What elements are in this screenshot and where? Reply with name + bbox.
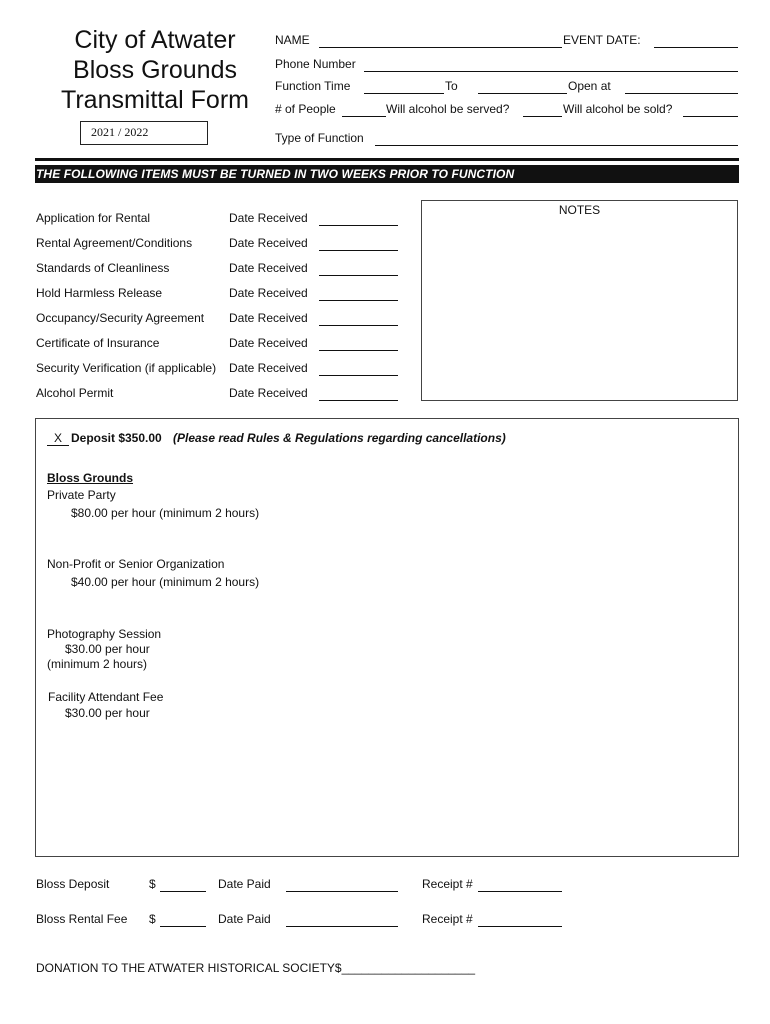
payment-row-label: Bloss Deposit xyxy=(36,877,110,891)
date-received-field[interactable] xyxy=(319,286,398,301)
checklist-item: Rental Agreement/Conditions xyxy=(36,236,193,250)
bloss-deposit-receipt-field[interactable] xyxy=(478,877,562,892)
checklist-item: Standards of Cleanliness xyxy=(36,261,170,275)
people-label: # of People xyxy=(275,102,336,116)
to-label: To xyxy=(445,79,458,93)
date-received-field[interactable] xyxy=(319,236,398,251)
date-received-field[interactable] xyxy=(319,336,398,351)
date-received-label: Date Received xyxy=(229,361,308,375)
photo-session-minimum: (minimum 2 hours) xyxy=(47,657,148,671)
pricing-heading: Bloss Grounds xyxy=(47,471,134,485)
event-date-field[interactable] xyxy=(654,33,738,48)
deposit-checkmark[interactable]: X xyxy=(47,431,69,446)
deposit-note: (Please read Rules & Regulations regarding cancellations) xyxy=(173,431,506,445)
photo-session-rate: $30.00 per hour xyxy=(65,642,150,656)
alcohol-served-label: Will alcohol be served? xyxy=(386,102,510,116)
date-paid-label: Date Paid xyxy=(218,877,271,891)
bloss-rental-fee-receipt-field[interactable] xyxy=(478,912,562,927)
bloss-rental-fee-date-field[interactable] xyxy=(286,912,398,927)
alcohol-sold-field[interactable] xyxy=(683,102,738,117)
date-received-field[interactable] xyxy=(319,311,398,326)
notes-box[interactable] xyxy=(421,200,738,401)
open-at-label: Open at xyxy=(568,79,611,93)
date-received-field[interactable] xyxy=(319,261,398,276)
date-received-label: Date Received xyxy=(229,236,308,250)
notes-title: NOTES xyxy=(558,203,601,217)
date-received-field[interactable] xyxy=(319,386,398,401)
payment-row-label: Bloss Rental Fee xyxy=(36,912,128,926)
checklist-item: Hold Harmless Release xyxy=(36,286,163,300)
phone-field[interactable] xyxy=(364,57,738,72)
private-party-label: Private Party xyxy=(47,488,116,502)
event-date-label: EVENT DATE: xyxy=(563,33,641,47)
donation-line[interactable]: DONATION TO THE ATWATER HISTORICAL SOCIETY$____________________ xyxy=(36,961,476,975)
bloss-deposit-amount-field[interactable] xyxy=(160,877,206,892)
deposit-label: Deposit $350.00 xyxy=(71,431,162,445)
bloss-rental-fee-amount-field[interactable] xyxy=(160,912,206,927)
date-received-label: Date Received xyxy=(229,261,308,275)
date-received-label: Date Received xyxy=(229,311,308,325)
alcohol-sold-label: Will alcohol be sold? xyxy=(563,102,673,116)
date-received-label: Date Received xyxy=(229,211,308,225)
name-label: NAME xyxy=(275,33,310,47)
type-of-function-label: Type of Function xyxy=(275,131,364,145)
function-time-end-field[interactable] xyxy=(478,79,567,94)
type-of-function-field[interactable] xyxy=(375,131,738,146)
function-time-label: Function Time xyxy=(275,79,351,93)
checklist-item: Occupancy/Security Agreement xyxy=(36,311,205,325)
nonprofit-rate: $40.00 per hour (minimum 2 hours) xyxy=(71,575,260,589)
checklist-item: Application for Rental xyxy=(36,211,151,225)
bloss-deposit-date-field[interactable] xyxy=(286,877,398,892)
date-received-label: Date Received xyxy=(229,386,308,400)
checklist-item: Alcohol Permit xyxy=(36,386,114,400)
alcohol-served-field[interactable] xyxy=(523,102,562,117)
date-paid-label: Date Paid xyxy=(218,912,271,926)
private-party-rate: $80.00 per hour (minimum 2 hours) xyxy=(71,506,260,520)
function-time-start-field[interactable] xyxy=(364,79,444,94)
year-box: 2021 / 2022 xyxy=(80,121,208,145)
attendant-fee-rate: $30.00 per hour xyxy=(65,706,150,720)
date-received-field[interactable] xyxy=(319,361,398,376)
date-received-label: Date Received xyxy=(229,336,308,350)
form-title-line-3: Transmittal Form xyxy=(61,86,249,114)
date-received-label: Date Received xyxy=(229,286,308,300)
nonprofit-label: Non-Profit or Senior Organization xyxy=(47,557,225,571)
form-title-line-1: City of Atwater xyxy=(74,26,236,54)
currency-symbol: $ xyxy=(149,877,156,891)
phone-label: Phone Number xyxy=(275,57,356,71)
receipt-label: Receipt # xyxy=(422,912,473,926)
photo-session-label: Photography Session xyxy=(47,627,162,641)
people-field[interactable] xyxy=(342,102,386,117)
receipt-label: Receipt # xyxy=(422,877,473,891)
checklist-item: Certificate of Insurance xyxy=(36,336,160,350)
name-field[interactable] xyxy=(319,33,562,48)
banner-top-rule xyxy=(35,158,739,161)
currency-symbol: $ xyxy=(149,912,156,926)
checklist-item: Security Verification (if applicable) xyxy=(36,361,217,375)
date-received-field[interactable] xyxy=(319,211,398,226)
form-title-line-2: Bloss Grounds xyxy=(73,56,237,84)
banner-text: THE FOLLOWING ITEMS MUST BE TURNED IN TWO WEEKS PRIOR TO FUNCTION xyxy=(36,167,515,181)
attendant-fee-label: Facility Attendant Fee xyxy=(48,690,164,704)
open-at-field[interactable] xyxy=(625,79,738,94)
